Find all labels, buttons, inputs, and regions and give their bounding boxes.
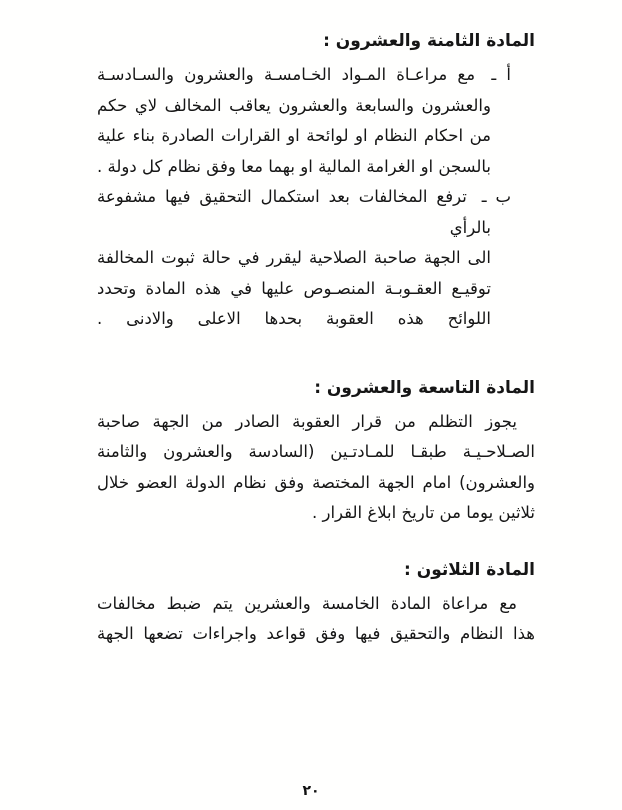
article-30-line-2: هذا النظام والتحقيق فيها وفق قواعد واجراءات تضعها الجهة (97, 624, 535, 643)
section-gap (97, 529, 535, 555)
clause-b-marker: ب ـ (481, 187, 511, 206)
article-29-body (97, 407, 535, 529)
clause-a-line-1: مع مراعـاة المـواد الخـامسـة والعشرون والسـادسـة (97, 65, 476, 84)
article-29-line-4: ثلاثين يوما من تاريخ ابلاغ القرار . (312, 503, 535, 522)
article-29-line-1: يجوز التظلم من قرار العقوبة الصادر من الجهة صاحبة (97, 411, 517, 431)
clause-a-line-3: من احكام النظام او لوائحة او القرارات الصادرة بناء علية (97, 126, 491, 145)
clause-a-marker: أ ـ (491, 65, 511, 84)
clause-b-line-3: توقيـع العقـوبـة المنصـوص عليها في هذه المادة وتحدد (97, 278, 491, 298)
article-30-body (97, 589, 535, 650)
clause-a-line-2: والعشرون والسابعة والعشرون يعاقب المخالف لاي حكم (97, 95, 491, 115)
article-29-line-2: الصـلاحـيـة طبقـا للمـادتـين (السادسة والعشرون والثامنة (97, 442, 535, 461)
section-gap (97, 335, 535, 373)
clause-a (97, 60, 535, 182)
text-line (97, 182, 511, 243)
article-28-heading: المادة الثامنة والعشرون : (323, 31, 535, 51)
text-line (97, 60, 511, 91)
clause-b-line-2: الى الجهة صاحبة الصلاحية ليقرر في حالة ثبوت المخالفة (97, 248, 491, 267)
clause-a-line-4: بالسجن او الغرامة المالية او بهما معا وفق نظام كل دولة . (97, 156, 491, 176)
page-number: ٢٠ (302, 783, 320, 799)
article-28-body (97, 60, 535, 335)
article-29-line-3: والعشرون) امام الجهة المختصة وفق نظام الدولة العضو خلال (97, 472, 535, 492)
clause-b-line-1: ترفع المخالفات بعد استكمال التحقيق فيها مشفوعة بالرأي (97, 187, 491, 237)
article-30-heading: المادة الثلاثون : (404, 559, 535, 580)
clause-b-line-4: اللوائح هذه العقوبة بحدها الاعلى والادنى . (97, 309, 491, 328)
article-29-heading: المادة التاسعة والعشرون : (314, 377, 535, 398)
clause-b (97, 182, 535, 335)
article-30-line-1: مع مراعاة المادة الخامسة والعشرين يتم ضبط مخالفات (97, 593, 517, 613)
